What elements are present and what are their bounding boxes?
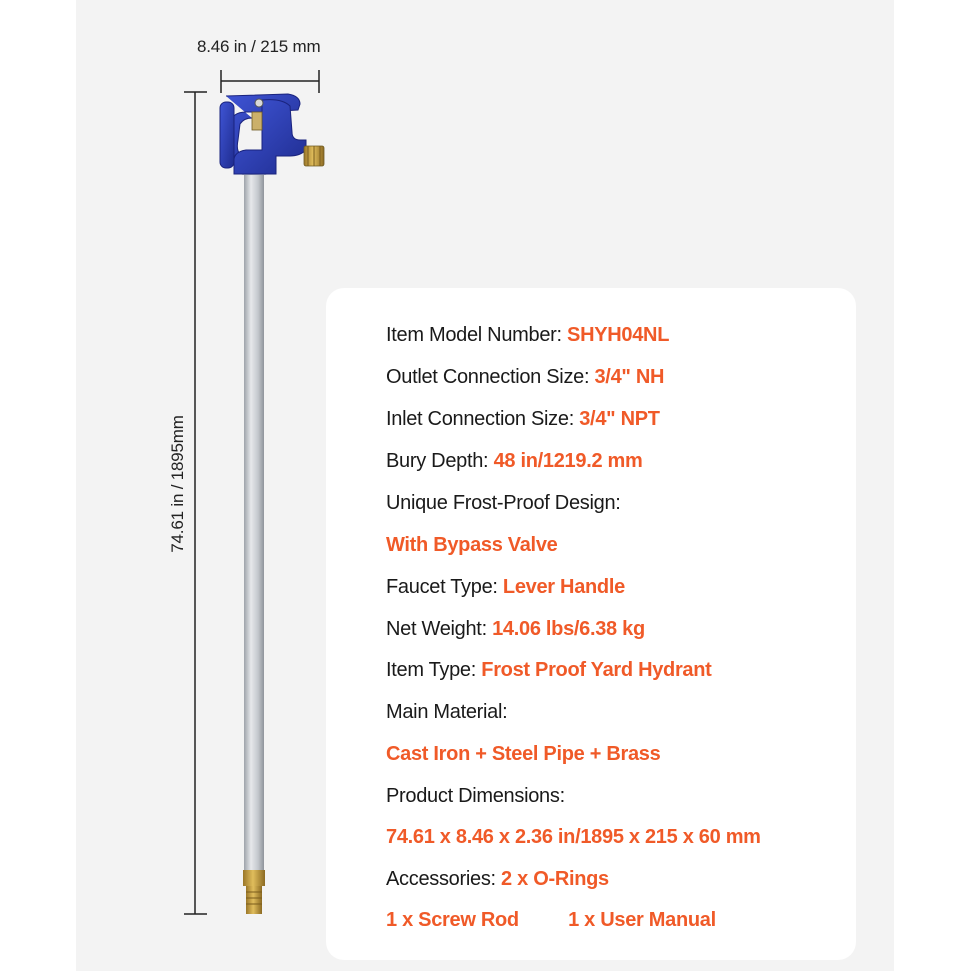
spec-label: Bury Depth: [386,450,489,472]
spec-value: 3/4" NH [594,366,665,388]
spec-outlet [386,365,664,389]
spec-label: Main Material: [386,701,508,723]
spec-value: 3/4" NPT [579,408,660,430]
spec-label: Inlet Connection Size: [386,408,574,430]
spec-value: 14.06 lbs/6.38 kg [492,618,645,640]
spec-dimensions [386,784,565,808]
spec-accessories [386,867,609,891]
spec-value: Frost Proof Yard Hydrant [481,659,712,681]
width-dimension-line [221,70,319,93]
spec-value: 74.61 x 8.46 x 2.36 in/1895 x 215 x 60 mm [386,826,761,848]
spec-model [386,323,669,347]
spec-label: Product Dimensions: [386,785,565,807]
spec-dimensions-value [386,825,761,849]
steel-pipe [244,168,264,880]
spec-label: Accessories: [386,868,496,890]
spec-bury-depth [386,449,643,473]
spec-item-type [386,658,712,682]
spec-weight [386,617,645,641]
spec-material [386,700,507,724]
spec-value: 1 x User Manual [568,909,716,931]
spec-design-value [386,533,557,557]
spec-faucet [386,575,625,599]
spec-label: Net Weight: [386,618,487,640]
spec-material-value [386,742,660,766]
spec-label: Unique Frost-Proof Design: [386,492,621,514]
spec-label: Faucet Type: [386,576,498,598]
spec-value: 1 x Screw Rod [386,909,519,931]
spec-design [386,491,621,515]
spec-value: Cast Iron + Steel Pipe + Brass [386,743,661,765]
spec-label: Outlet Connection Size: [386,366,590,388]
brass-inlet-fitting [243,870,265,914]
spec-label: Item Type: [386,659,477,681]
spec-inlet [386,407,660,431]
height-dimension-line [184,92,207,914]
spec-value: 2 x O-Rings [501,868,609,890]
height-dimension-label: 74.61 in / 1895mm [168,415,187,553]
spec-value: With Bypass Valve [386,534,558,556]
hydrant-head [220,94,324,174]
spec-value: 48 in/1219.2 mm [493,450,643,472]
spec-accessories-extra [386,908,716,932]
spec-value: Lever Handle [502,576,625,598]
spec-label: Item Model Number: [386,324,562,346]
spec-value: SHYH04NL [567,324,670,346]
width-dimension-label: 8.46 in / 215 mm [197,37,321,56]
